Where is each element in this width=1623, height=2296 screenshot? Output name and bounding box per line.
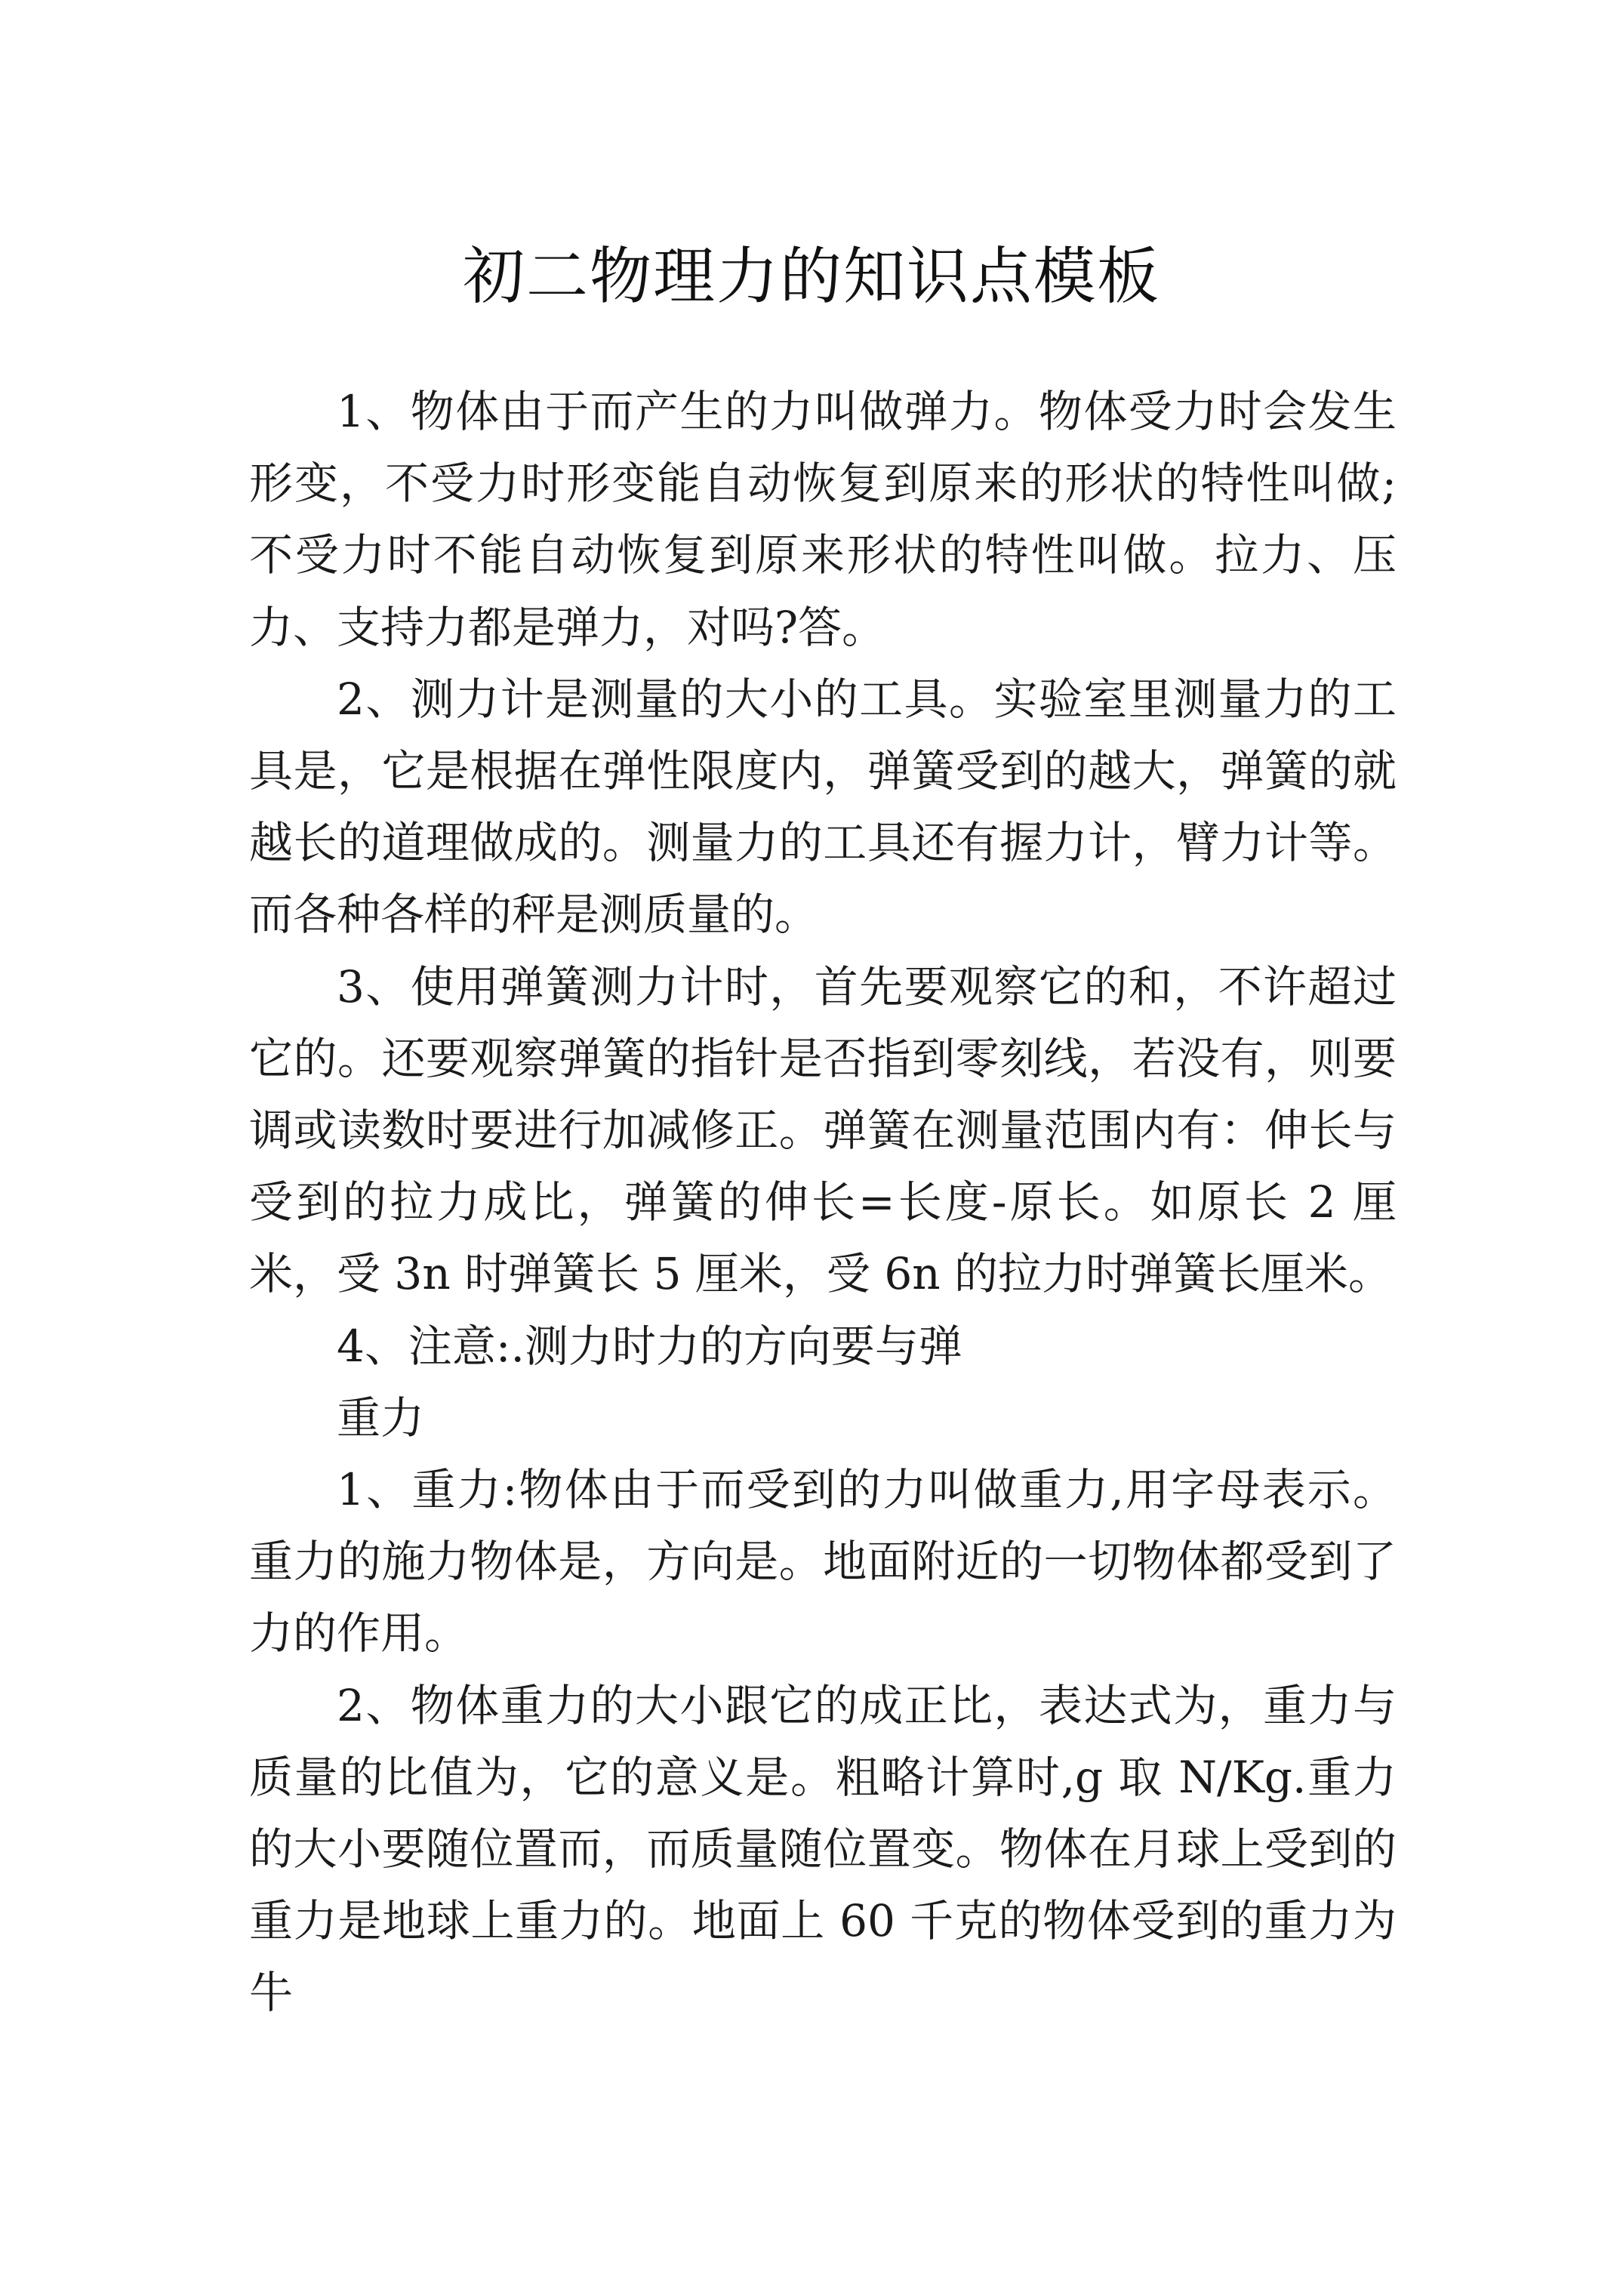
paragraph-gravity-definition: 1、重力:物体由于而受到的力叫做重力,用字母表示。重力的施力物体是，方向是。地面附近的一切物体都受到了力的作用。: [249, 1464, 1397, 1660]
document-body: [249, 376, 1397, 2029]
paragraph-spring-scale-usage: 3、使用弹簧测力计时，首先要观察它的和，不许超过它的。还要观察弹簧的指针是否指到零刻线，若没有，则要调或读数时要进行加减修正。弹簧在测量范围内有：伸长与受到的拉力成比，弹簧的伸长=长度-原长。如原长 2 厘米，受 3n 时弹簧长 5 厘米，受 6n 的拉力时弹簧长厘米。: [249, 960, 1397, 1300]
paragraph-gravity-magnitude: 2、物体重力的大小跟它的成正比，表达式为，重力与质量的比值为，它的意义是。粗略计算时,g 取 N/Kg.重力的大小要随位置而，而质量随位置变。物体在月球上受到的重力是地球上重力的。地面上 60 千克的物体受到的重力为牛: [249, 1679, 1397, 2019]
paragraph-dynamometer: 2、测力计是测量的大小的工具。实验室里测量力的工具是，它是根据在弹性限度内，弹簧受到的越大，弹簧的就越长的道理做成的。测量力的工具还有握力计，臂力计等。而各种各样的秤是测质量的。: [249, 673, 1397, 941]
paragraph-measurement-note: 4、注意:.测力时力的方向要与弹: [337, 1320, 962, 1372]
paragraph-elastic-force: 1、物体由于而产生的力叫做弹力。物体受力时会发生形变，不受力时形变能自动恢复到原来的形状的特性叫做;不受力时不能自动恢复到原来形状的特性叫做。拉力、压力、支持力都是弹力，对吗?答。: [249, 386, 1397, 653]
document-title: 初二物理力的知识点模板: [462, 240, 1160, 313]
section-heading-gravity: 重力: [337, 1391, 425, 1444]
